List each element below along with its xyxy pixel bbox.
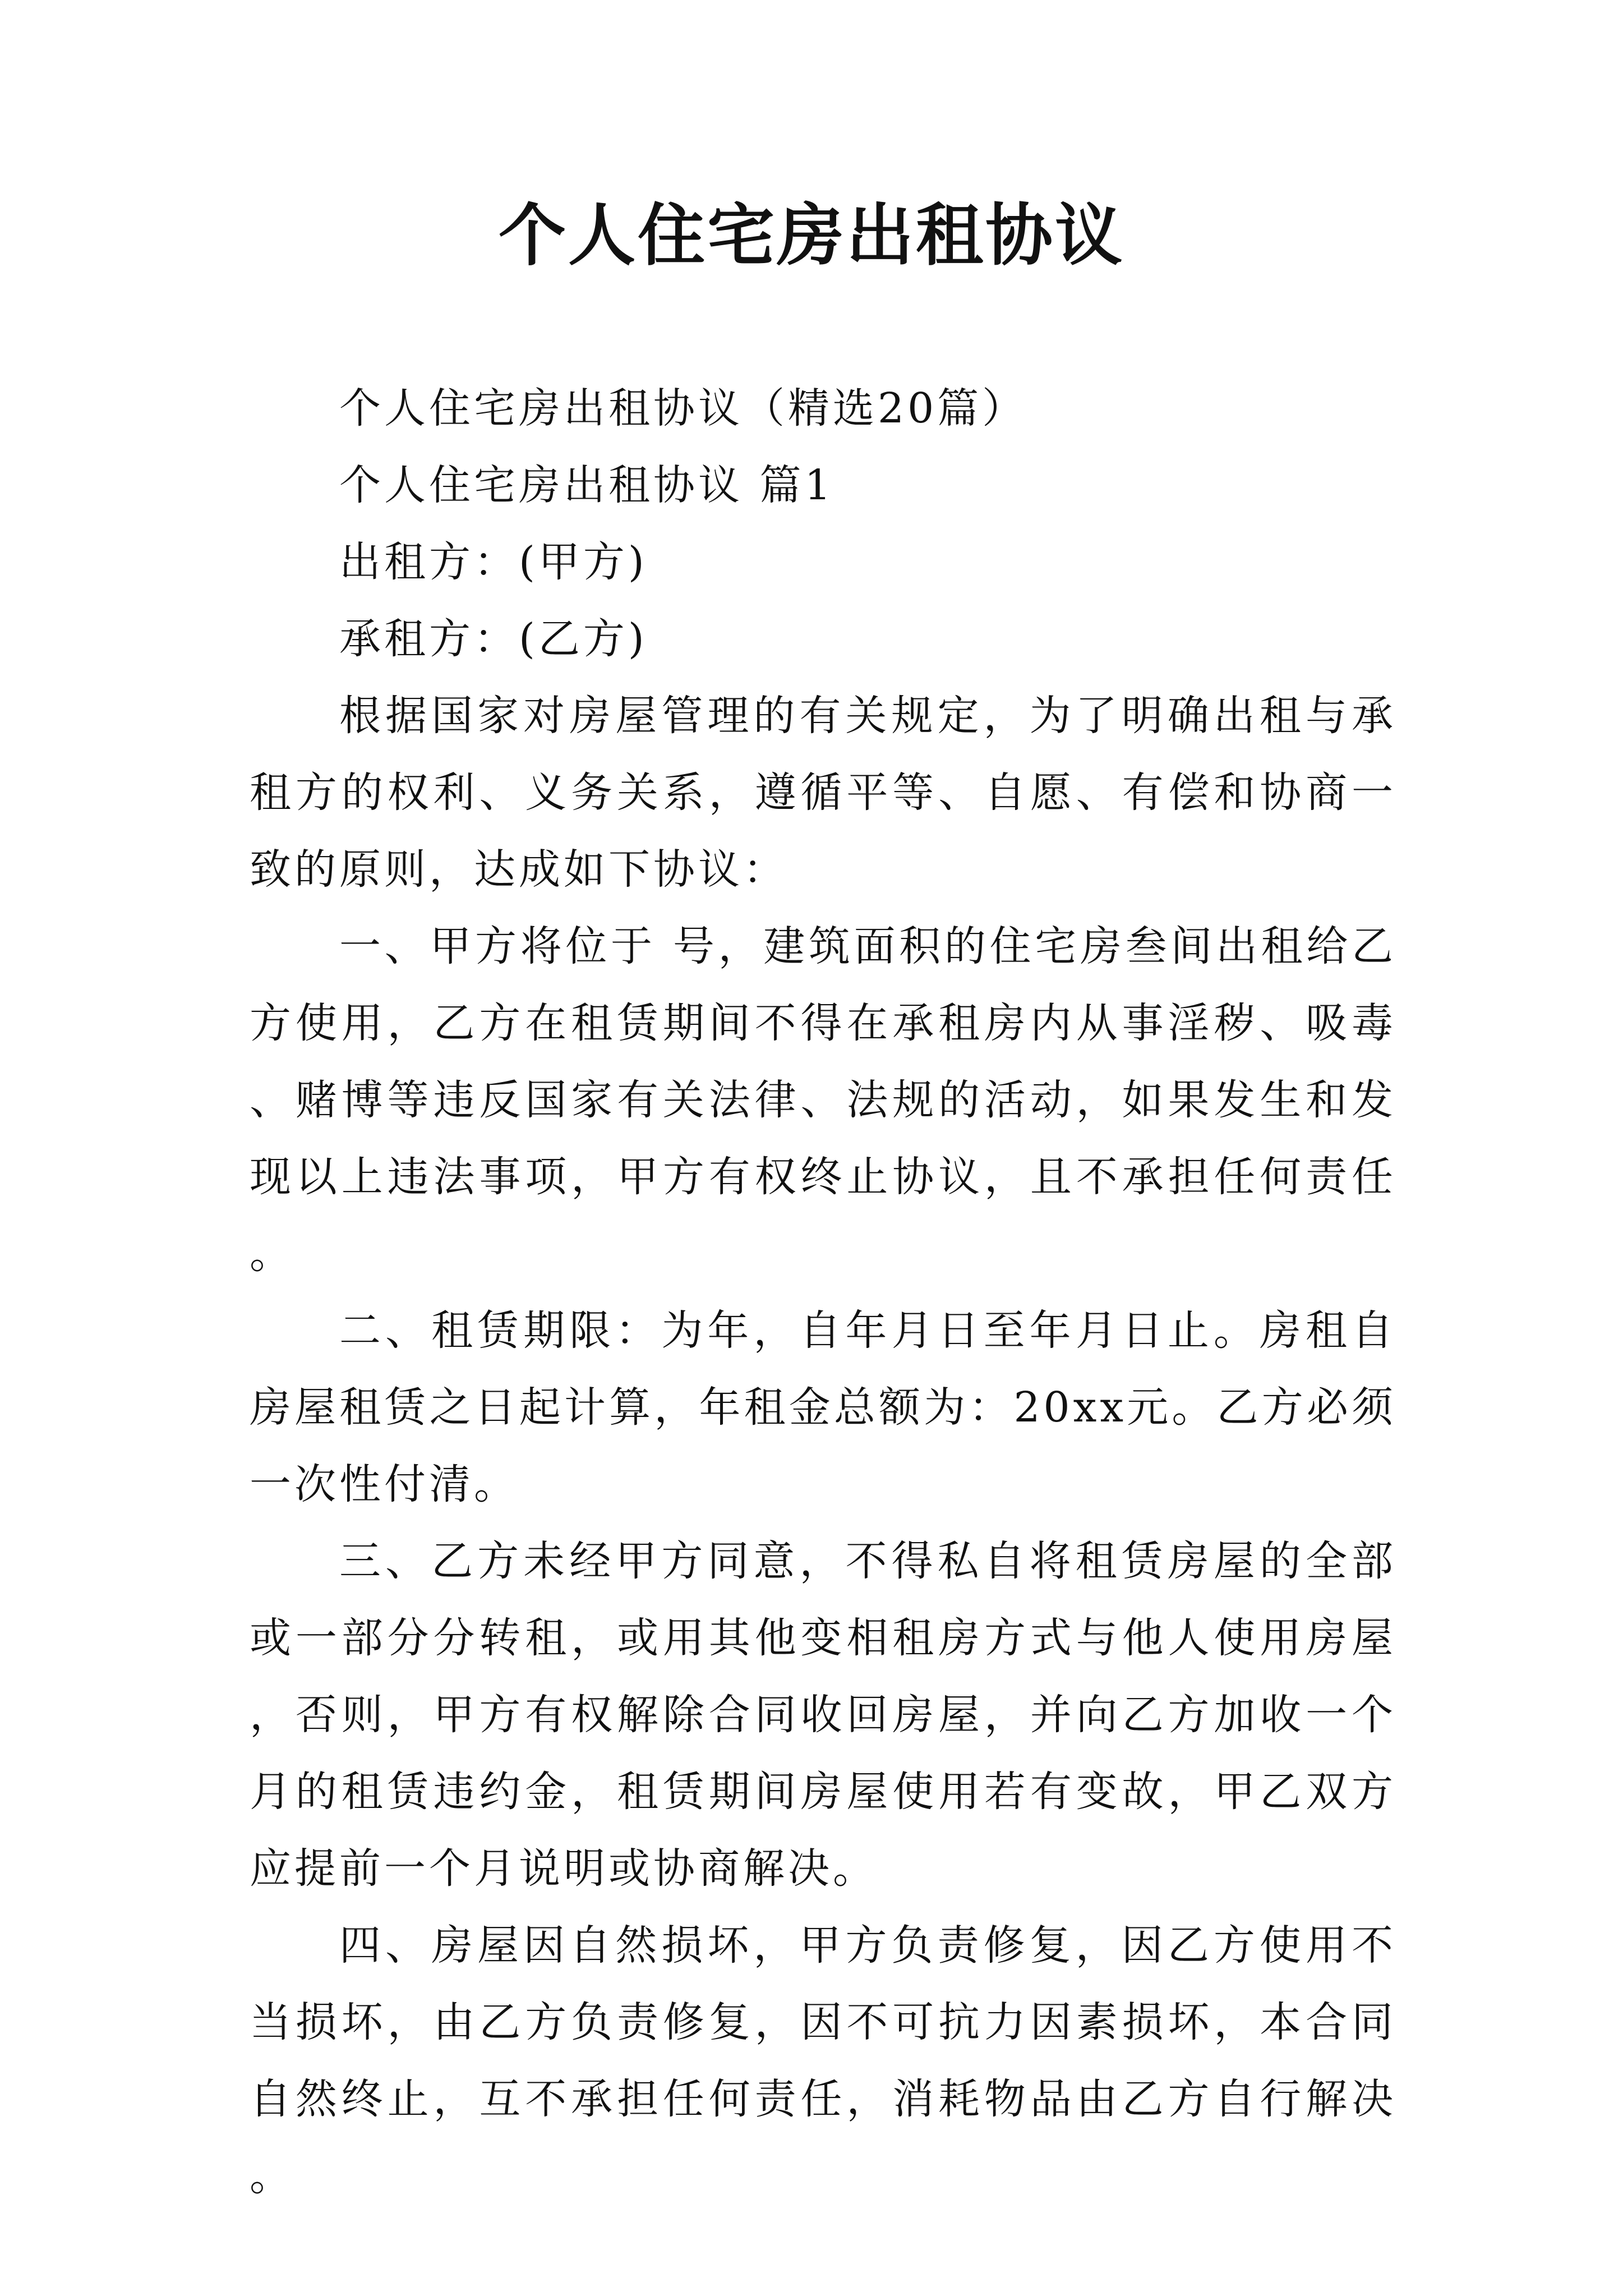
paragraph-clause-1: 一、甲方将位于 号，建筑面积的住宅房叁间出租给乙方使用，乙方在租赁期间不得在承租房内从事淫秽、吸毒、赌博等违反国家有关法律、法规的活动，如果发生和发现以上违法事项，甲方有权终止协议，且不承担任何责任。 [250, 922, 1396, 1278]
paragraph-preamble: 根据国家对房屋管理的有关规定，为了明确出租与承租方的权利、义务关系，遵循平等、自愿、有偿和协商一致的原则，达成如下协议： [250, 692, 1396, 894]
page-title: 个人住宅房出租协议 [499, 196, 1124, 275]
paragraph-lessor: 出租方：(甲方) [339, 538, 648, 586]
paragraph-section-heading: 个人住宅房出租协议 篇1 [339, 461, 834, 509]
paragraph-clause-2: 二、租赁期限：为年，自年月日至年月日止。房租自房屋租赁之日起计算，年租金总额为：20xx元。乙方必须一次性付清。 [250, 1306, 1396, 1508]
document-body [250, 370, 1396, 2215]
paragraph-subtitle: 个人住宅房出租协议（精选20篇） [339, 384, 1027, 432]
paragraph-clause-4: 四、房屋因自然损坏，甲方负责修复，因乙方使用不当损坏，由乙方负责修复，因不可抗力因素损坏，本合同自然终止，互不承担任何责任，消耗物品由乙方自行解决。 [250, 1921, 1396, 2200]
paragraph-lessee: 承租方：(乙方) [339, 615, 648, 663]
paragraph-clause-3: 三、乙方未经甲方同意，不得私自将租赁房屋的全部或一部分分转租，或用其他变相租房方式与他人使用房屋，否则，甲方有权解除合同收回房屋，并向乙方加收一个月的租赁违约金，租赁期间房屋使用若有变故，甲乙双方应提前一个月说明或协商解决。 [250, 1537, 1396, 1893]
